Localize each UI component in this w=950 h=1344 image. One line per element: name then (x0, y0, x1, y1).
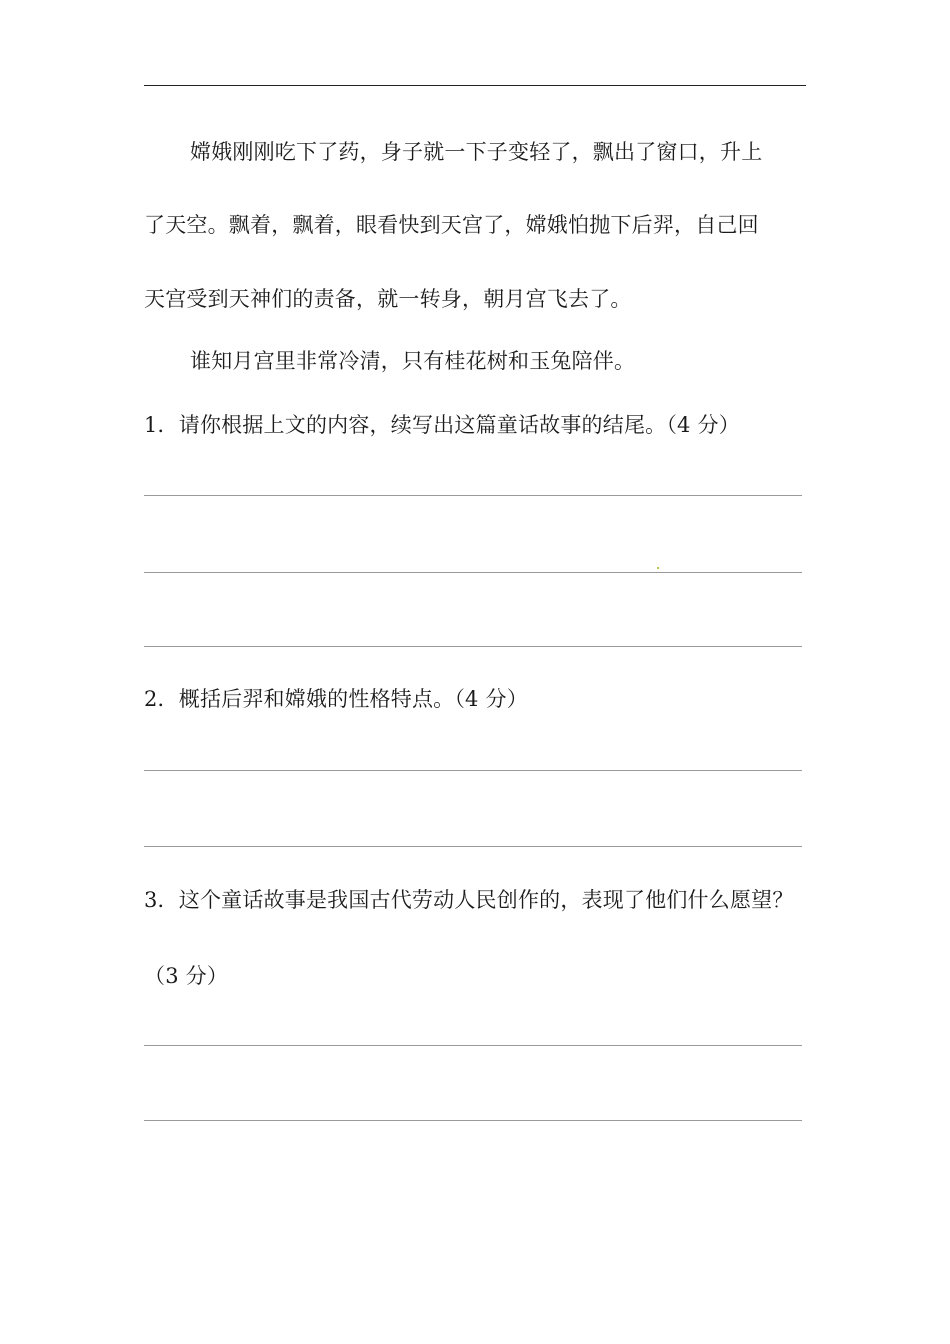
passage-line-1: 嫦娥刚刚吃下了药，身子就一下子变轻了，飘出了窗口，升上 (190, 140, 763, 164)
answer-line-q1-3[interactable] (144, 646, 802, 647)
answer-line-q1-2[interactable] (144, 572, 802, 573)
answer-line-q1-1[interactable] (144, 495, 802, 496)
answer-line-q3-1[interactable] (144, 1045, 802, 1046)
passage-line-2: 了天空。飘着，飘着，眼看快到天宫了，嫦娥怕抛下后羿，自己回 (144, 213, 759, 237)
passage-line-3: 天宫受到天神们的责备，就一转身，朝月宫飞去了。 (144, 287, 632, 311)
question-3-text-line-1: 3．这个童话故事是我国古代劳动人民创作的，表现了他们什么愿望？ (144, 888, 794, 912)
answer-line-q2-2[interactable] (144, 846, 802, 847)
passage-line-4: 谁知月宫里非常冷清，只有桂花树和玉兔陪伴。 (190, 349, 636, 373)
question-1-text: 1．请你根据上文的内容，续写出这篇童话故事的结尾。（4 分） (144, 413, 740, 437)
answer-line-q3-2[interactable] (144, 1120, 802, 1121)
header-rule (144, 85, 806, 86)
stray-mark (657, 567, 659, 569)
question-3-text-line-2: （3 分） (144, 964, 229, 988)
question-2-text: 2．概括后羿和嫦娥的性格特点。（4 分） (144, 687, 528, 711)
answer-line-q2-1[interactable] (144, 770, 802, 771)
